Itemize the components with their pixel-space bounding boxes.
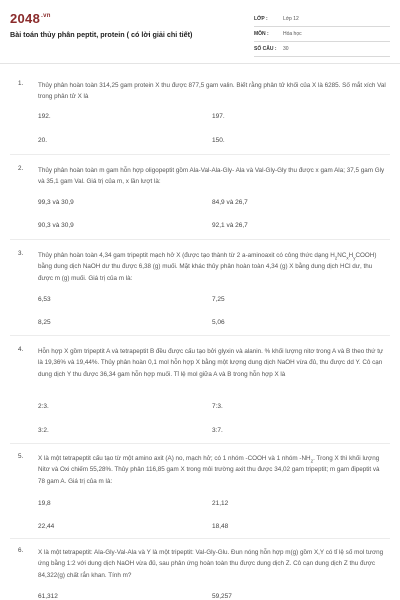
option-d[interactable]: 5,06 <box>212 319 225 326</box>
option-d[interactable]: 3:7. <box>212 427 223 434</box>
header-divider <box>0 63 400 64</box>
option-a[interactable]: 99,3 và 30,9 <box>38 199 74 206</box>
question-text: Hỗn hợp X gồm tripeptit A và tetrapeptit B đều được cấu tạo bởi glyxin và alanin. % khối lượng nitơ trong A và B theo thứ tự là 19,36% và 19,44%. Thủy phân hoàn 0,1 mol hỗn hợp X bằng một lượng dung dịch NaOH vừa đủ, thu được dd Y. Cô cạn dung dịch Y thu được 36,34 gam hỗn hợp muối. Tỉ lệ mol giữa A và B trong hỗn hợp X là <box>38 348 384 378</box>
meta-row-count <box>254 42 390 57</box>
meta-row-subject <box>254 27 390 42</box>
page-title: Bài toán thủy phân peptit, protein ( có lời giải chi tiết) <box>10 30 193 39</box>
option-d[interactable]: 92,1 và 26,7 <box>212 222 248 229</box>
question-number: 6. <box>18 547 24 554</box>
option-b[interactable]: 21,12 <box>212 500 229 507</box>
option-c[interactable]: 22,44 <box>38 523 55 530</box>
meta-row-class <box>254 12 390 27</box>
option-d[interactable]: 150. <box>212 137 225 144</box>
question-number: 4. <box>18 346 24 353</box>
option-d[interactable]: 18,48 <box>212 523 229 530</box>
option-b[interactable]: 59,257 <box>212 593 232 600</box>
count-label: SỐ CÂU : <box>254 46 277 52</box>
question-text: Thủy phân hoàn toàn 314,25 gam protein X thu được 877,5 gam valin. Biết rằng phân tử khối của X là 6285. Số mắt xích Val trong phân tử X là <box>38 82 386 101</box>
worksheet-header <box>0 0 400 66</box>
question-text: Thủy phân hoàn toàn 4,34 gam tripeptit mạch hở X (được tạo thành từ 2 a-aminoaxit có công thức dạng $H_2NC_xH_yCOOH$) bằng dung dịch NaOH dư thu được 6,38 (g) muối. Mặt khác thủy phân hoàn toàn 4,34 (g) X bằng dung dịch HCl dư, thu được m (g) muối. Giá trị của m là: <box>38 252 377 282</box>
question-divider <box>10 538 390 539</box>
option-b[interactable]: 7:3. <box>212 403 223 410</box>
logo-text: 2048 <box>10 11 41 26</box>
option-c[interactable]: 8,25 <box>38 319 51 326</box>
option-a[interactable]: 61,312 <box>38 593 58 600</box>
subject-value: Hóa học <box>283 31 302 37</box>
count-value: 30 <box>283 46 289 52</box>
option-b[interactable]: 7,25 <box>212 296 225 303</box>
question-divider <box>10 443 390 444</box>
logo-suffix: .vn <box>41 13 51 19</box>
question-number: 3. <box>18 250 24 257</box>
subject-label: MÔN : <box>254 31 269 37</box>
class-label: LỚP : <box>254 16 268 22</box>
option-a[interactable]: 2:3. <box>38 403 49 410</box>
option-b[interactable]: 84,9 và 26,7 <box>212 199 248 206</box>
option-b[interactable]: 197. <box>212 113 225 120</box>
option-c[interactable]: 3:2. <box>38 427 49 434</box>
meta-info <box>254 12 390 57</box>
question-text: X là một tetrapeptit cấu tạo từ một amino axit (A) no, mạch hở; có 1 nhóm -COOH và 1 nhóm $-NH_2$. Trong X thì khối lượng Nitơ và Oxi chiếm 55,28%. Thủy phân 116,85 gam X trong môi trường axit thu được 34,02 gam tripeptit; m gam đipeptit và 78 gam A. Giá trị của m là: <box>38 455 380 485</box>
option-a[interactable]: 6,53 <box>38 296 51 303</box>
question-number: 1. <box>18 80 24 87</box>
question-text: Thủy phân hoàn toàn m gam hỗn hợp oligopeptit gồm Ala-Val-Ala-Gly- Ala và Val-Gly-Gly thu được x gam Ala; 37,5 gam Gly và 35,1 gam Val. Giá trị của m, x lần lượt là: <box>38 167 385 186</box>
class-value: Lớp 12 <box>283 16 299 22</box>
question-divider <box>10 239 390 240</box>
option-a[interactable]: 192. <box>38 113 51 120</box>
question-text: X là một tetrapeptit: Ala-Gly-Val-Ala và Y là một tripeptit: Val-Gly-Glu. Đun nóng hỗn hợp m(g) gồm X,Y có tỉ lệ số mol tương ứng bằng 1:2 với dung dịch NaOH vừa đủ, sau phản ứng hoàn toàn thu được dung dịch Z. Cô cạn dung dịch Z thu được 84,322(g) chất rắn khan. Tính m? <box>38 549 384 579</box>
option-c[interactable]: 90,3 và 30,9 <box>38 222 74 229</box>
question-divider <box>10 335 390 336</box>
option-a[interactable]: 19,8 <box>38 500 51 507</box>
question-divider <box>10 154 390 155</box>
question-number: 5. <box>18 453 24 460</box>
option-c[interactable]: 20. <box>38 137 48 144</box>
question-number: 2. <box>18 165 24 172</box>
site-logo[interactable] <box>10 11 51 26</box>
